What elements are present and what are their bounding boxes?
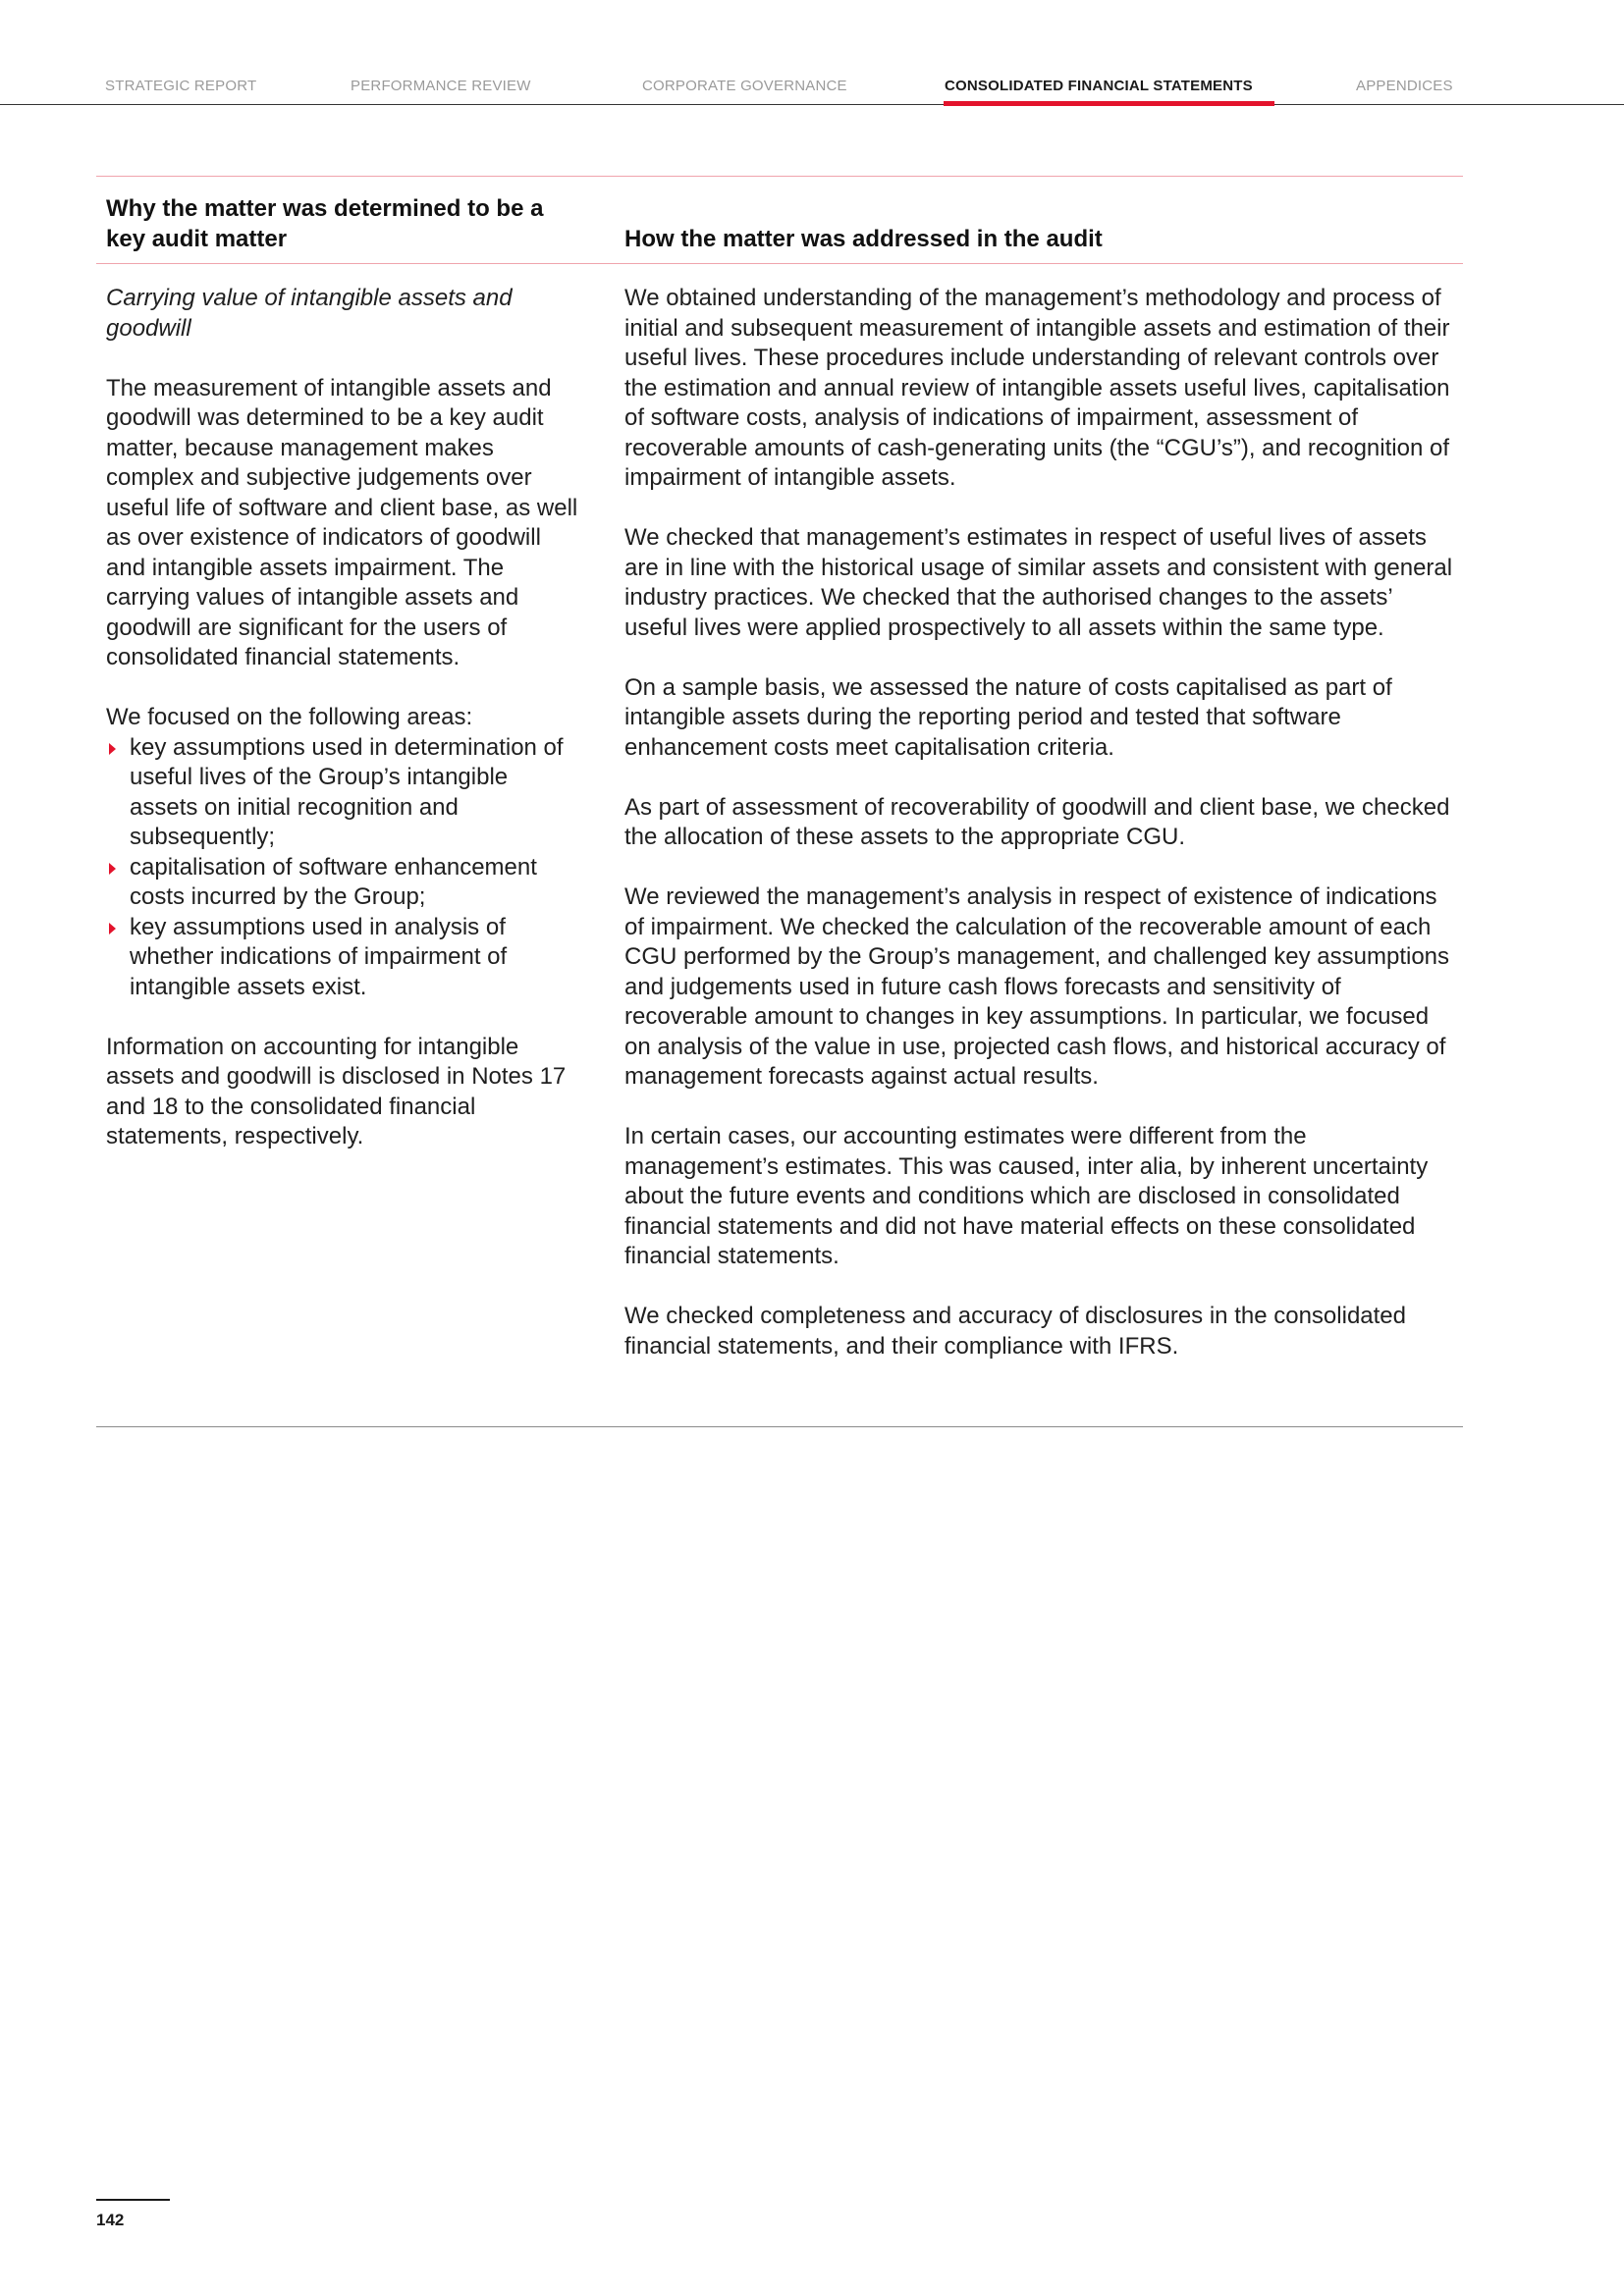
focus-areas-list	[106, 733, 582, 1003]
audit-procedure-paragraph: In certain cases, our accounting estimates were different from the management’s estimates. This was caused, inter alia, by inherent uncertainty about the future events and conditions which are disclosed in consolidated financial statements and did not have material effects on these consolidated financial statements.	[624, 1123, 1429, 1269]
audit-procedure-paragraph: On a sample basis, we assessed the nature of costs capitalised as part of intangible assets during the reporting period and tested that software enhancement costs meet capitalisation criteria.	[624, 673, 1392, 761]
table-top-rule	[96, 176, 1463, 177]
focus-areas-intro: We focused on the following areas:	[106, 704, 473, 730]
red-triangle-bullet-icon	[109, 743, 116, 755]
list-item-text: key assumptions used in analysis of whether indications of impairment of intangible assets exist.	[130, 913, 508, 1000]
right-column-cell	[624, 284, 1454, 1362]
audit-procedure-paragraph: We checked that management’s estimates in respect of useful lives of assets are in line with the historical usage of similar assets and consistent with general industry practices. We checked that the authorised changes to the assets’ useful lives were applied prospectively to all assets within the same type.	[624, 524, 1453, 641]
matter-title: Carrying value of intangible assets and goodwill	[106, 285, 513, 342]
nav-divider	[0, 104, 1624, 105]
column-header-how: How the matter was addressed in the audit	[624, 226, 1103, 252]
audit-procedure-paragraph: We reviewed the management’s analysis in respect of existence of indications of impairment. We checked the calculation of the recoverable amount of each CGU performed by the Group’s management, and challenged key assumptions and judgements used in future cash flows forecasts and sensitivity of recoverable amount to changes in key assumptions. In particular, we focused on analysis of the value in use, projected cash flows, and historical accuracy of management forecasts against actual results.	[624, 883, 1450, 1090]
header-bottom-rule	[96, 263, 1463, 264]
nav-item-performance-review[interactable]: PERFORMANCE REVIEW	[351, 78, 531, 94]
column-header-why: Why the matter was determined to be a key audit matter	[106, 195, 544, 252]
nav-item-appendices[interactable]: APPENDICES	[1356, 78, 1453, 94]
nav-active-indicator	[944, 101, 1274, 106]
list-item	[106, 853, 582, 913]
audit-procedure-paragraph: We obtained understanding of the management’s methodology and process of initial and subsequent measurement of intangible assets and estimation of their useful lives. These procedures include understanding of relevant controls over the estimation and annual review of intangible assets useful lives, capitalisation of software costs, analysis of indications of impairment, assessment of recoverable amounts of cash-generating units (the “CGU’s”), and recognition of impairment of intangible assets.	[624, 285, 1450, 491]
disclosure-reference: Information on accounting for intangible assets and goodwill is disclosed in Notes 17 and 18 to the consolidated financial statements, respectively.	[106, 1033, 567, 1149]
red-triangle-bullet-icon	[109, 863, 116, 875]
left-column-cell	[106, 284, 582, 1152]
audit-procedure-paragraph: We checked completeness and accuracy of disclosures in the consolidated financial statements, and their compliance with IFRS.	[624, 1303, 1406, 1360]
list-item-text: capitalisation of software enhancement costs incurred by the Group;	[130, 853, 537, 910]
page-number: 142	[96, 2211, 125, 2229]
list-item-text: key assumptions used in determination of useful lives of the Group’s intangible assets on initial recognition and subsequently;	[130, 733, 564, 850]
table-bottom-rule	[96, 1426, 1463, 1427]
red-triangle-bullet-icon	[109, 923, 116, 934]
matter-description: The measurement of intangible assets and goodwill was determined to be a key audit matter, because management makes complex and subjective judgements over useful life of software and client base, as well as over existence of indicators of goodwill and intangible assets impairment. The carrying values of intangible assets and goodwill are significant for the users of consolidated financial statements.	[106, 374, 578, 670]
section-navigation	[0, 0, 1624, 108]
audit-procedure-paragraph: As part of assessment of recoverability of goodwill and client base, we checked the allocation of these assets to the appropriate CGU.	[624, 793, 1450, 850]
list-item	[106, 913, 582, 1003]
nav-item-consolidated-financial-statements[interactable]: CONSOLIDATED FINANCIAL STATEMENTS	[945, 78, 1253, 94]
nav-item-strategic-report[interactable]: STRATEGIC REPORT	[105, 78, 257, 94]
page-number-rule	[96, 2199, 170, 2201]
nav-item-corporate-governance[interactable]: CORPORATE GOVERNANCE	[642, 78, 847, 94]
list-item	[106, 733, 582, 853]
